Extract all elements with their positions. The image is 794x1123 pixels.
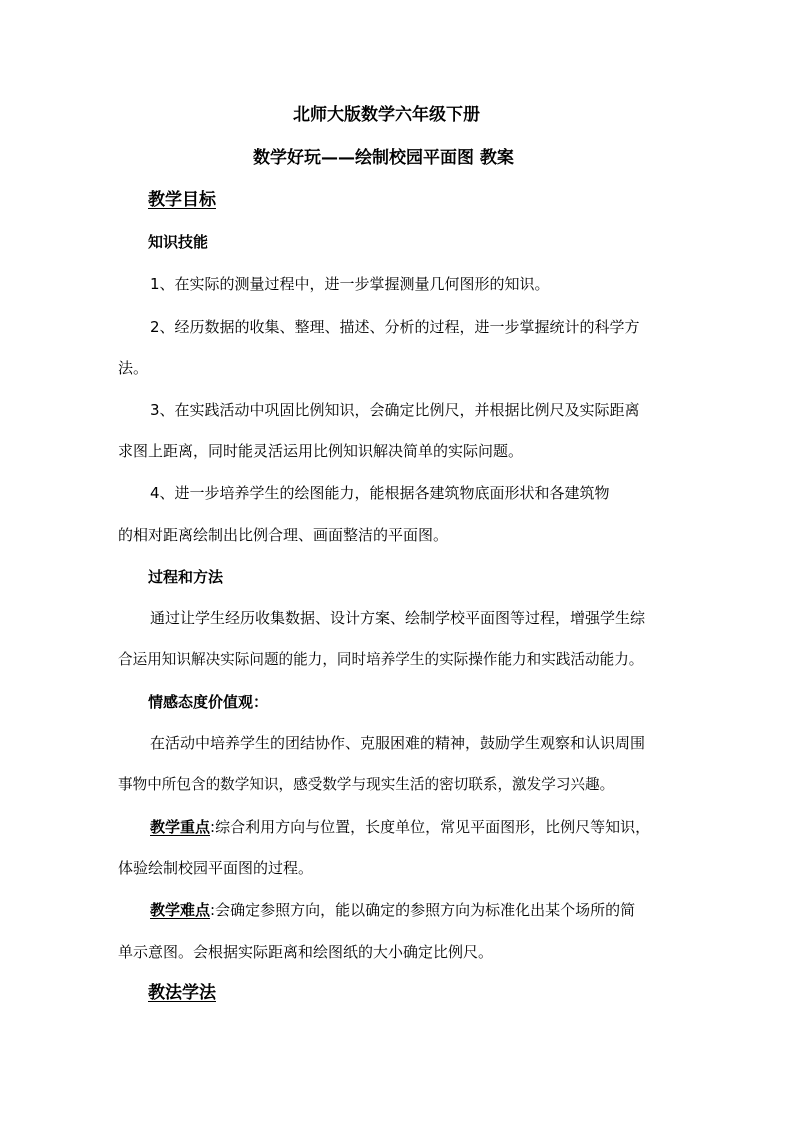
key-point-text-line-1: :综合利用方向与位置，长度单位，常见平面图形，比例尺等知识，: [210, 818, 651, 836]
knowledge-item-1: 1、在实际的测量过程中，进一步掌握测量几何图形的知识。: [150, 275, 550, 293]
knowledge-item-3-line-2: 求图上距离，同时能灵活运用比例知识解决简单的实际问题。: [118, 442, 524, 460]
knowledge-item-4-line-2: 的相对距离绘制出比例合理、画面整洁的平面图。: [118, 526, 449, 544]
key-point-text-line-2: 体验绘制校园平面图的过程。: [118, 859, 314, 877]
knowledge-item-2-line-1: 2、经历数据的收集、整理、描述、分析的过程，进一步掌握统计的科学方: [150, 318, 640, 336]
key-point-paragraph: [150, 817, 650, 837]
knowledge-item-2-line-2: 法。: [118, 359, 149, 377]
attitude-text-line-1: 在活动中培养学生的团结协作、克服困难的精神，鼓励学生观察和认识周围: [150, 734, 646, 752]
attitude-text-line-2: 事物中所包含的数学知识，感受数学与现实生活的密切联系，激发学习兴趣。: [118, 776, 615, 793]
difficulty-paragraph: [150, 900, 635, 920]
difficulty-label: 教学难点: [150, 901, 211, 919]
difficulty-text-line-1: :会确定参照方向，能以确定的参照方向为标准化出某个场所的简: [210, 901, 636, 919]
document-title: 北师大版数学六年级下册: [293, 105, 480, 125]
knowledge-item-3-line-1: 3、在实践活动中巩固比例知识，会确定比例尺，并根据比例尺及实际距离: [150, 401, 640, 419]
process-methods-heading: 过程和方法: [148, 568, 224, 586]
teaching-goals-heading: 教学目标: [148, 190, 216, 210]
process-text-line-1: 通过让学生经历收集数据、设计方案、绘制学校平面图等过程，增强学生综: [150, 609, 646, 627]
difficulty-text-line-2: 单示意图。会根据实际距离和绘图纸的大小确定比例尺。: [118, 943, 494, 961]
knowledge-item-4-line-1: 4、进一步培养学生的绘图能力，能根据各建筑物底面形状和各建筑物: [150, 484, 610, 502]
key-point-label: 教学重点: [150, 818, 211, 836]
process-text-line-2: 合运用知识解决实际问题的能力，同时培养学生的实际操作能力和实践活动能力。: [118, 651, 644, 668]
knowledge-skills-heading: 知识技能: [148, 233, 209, 251]
attitude-values-heading: 情感态度价值观：: [148, 693, 269, 711]
document-subtitle: 数学好玩——绘制校园平面图 教案: [253, 148, 514, 168]
teaching-methods-heading: 教法学法: [148, 983, 216, 1003]
